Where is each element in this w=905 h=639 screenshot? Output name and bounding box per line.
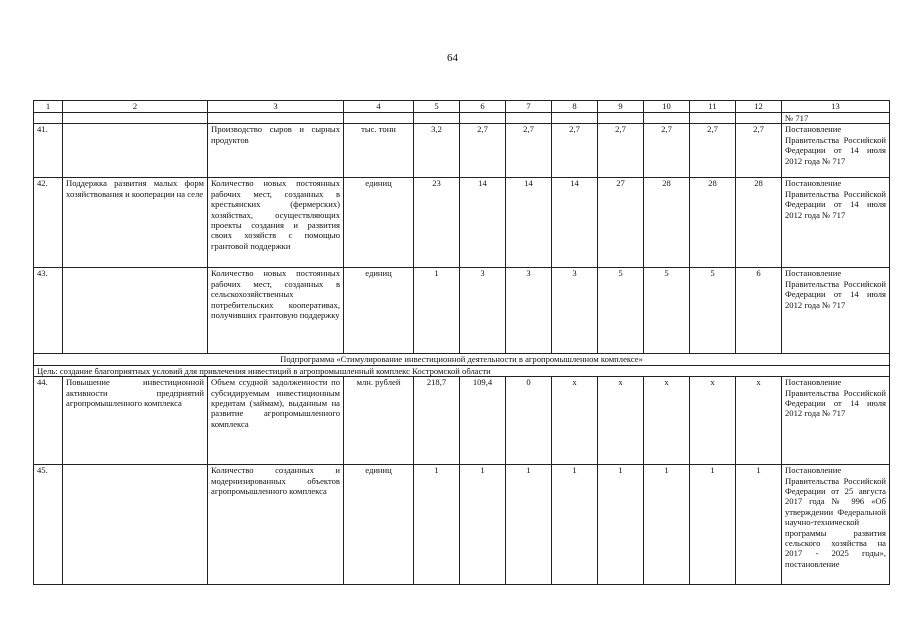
- measure-cell: [63, 124, 208, 178]
- indicator-cell: Количество созданных и модернизированных объектов агропромышленного комплекса: [208, 465, 344, 585]
- column-number: 9: [598, 101, 644, 113]
- indicator-cell: Количество новых постоянных рабочих мест, созданных в крестьянских (фермерских) хозяйствах, осуществляющих проекты создания и развития своих хозяйств с помощью грантовой поддержки: [208, 178, 344, 268]
- subprogram-title: Подпрограмма «Стимулирование инвестиционной деятельности в агропромышленном комплексе»: [34, 354, 890, 365]
- value-cell: 14: [460, 178, 506, 268]
- page-number: 64: [447, 52, 458, 64]
- table-row: [34, 377, 890, 465]
- value-cell: 23: [414, 178, 460, 268]
- column-number: 7: [506, 101, 552, 113]
- subprogram-title-row: [34, 354, 890, 365]
- column-number: 3: [208, 101, 344, 113]
- goal-text: Цель: создание благоприятных условий для привлечения инвестиций в агропромышленный комплекс Костромской области: [34, 365, 890, 376]
- value-cell: х: [736, 377, 782, 465]
- value-cell: 1: [644, 465, 690, 585]
- table-row: [34, 124, 890, 178]
- goal-text-row: [34, 365, 890, 376]
- value-cell: 1: [414, 465, 460, 585]
- indicators-table: [33, 100, 890, 585]
- row-number: 43.: [34, 268, 63, 354]
- value-cell: 3: [506, 268, 552, 354]
- value-cell: 2,7: [552, 124, 598, 178]
- column-number: 1: [34, 101, 63, 113]
- column-number: 11: [690, 101, 736, 113]
- value-cell: 1: [552, 465, 598, 585]
- value-cell: 28: [644, 178, 690, 268]
- column-number: 8: [552, 101, 598, 113]
- row-number: 45.: [34, 465, 63, 585]
- value-cell: 1: [690, 465, 736, 585]
- value-cell: 28: [690, 178, 736, 268]
- table-row: [34, 465, 890, 585]
- measure-cell: Поддержка развития малых форм хозяйствования и кооперации на селе: [63, 178, 208, 268]
- value-cell: х: [552, 377, 598, 465]
- value-cell: 14: [552, 178, 598, 268]
- value-cell: 5: [690, 268, 736, 354]
- value-cell: 1: [598, 465, 644, 585]
- unit-cell: тыс. тонн: [344, 124, 414, 178]
- value-cell: 109,4: [460, 377, 506, 465]
- measure-cell: [63, 268, 208, 354]
- value-cell: 2,7: [690, 124, 736, 178]
- row-number: 42.: [34, 178, 63, 268]
- basis-cell: Постановление Правительства Российской Федерации от 14 июля 2012 года № 717: [782, 268, 890, 354]
- value-cell: 1: [506, 465, 552, 585]
- value-cell: 0: [506, 377, 552, 465]
- unit-cell: единиц: [344, 268, 414, 354]
- value-cell: 5: [644, 268, 690, 354]
- column-number: 4: [344, 101, 414, 113]
- column-number: 5: [414, 101, 460, 113]
- basis-continuation: № 717: [782, 113, 890, 124]
- value-cell: х: [598, 377, 644, 465]
- column-number: 6: [460, 101, 506, 113]
- value-cell: 2,7: [644, 124, 690, 178]
- value-cell: 2,7: [460, 124, 506, 178]
- value-cell: 2,7: [736, 124, 782, 178]
- measure-cell: Повышение инвестиционной активности предприятий агропромышленного комплекса: [63, 377, 208, 465]
- measure-cell: [63, 465, 208, 585]
- value-cell: 1: [414, 268, 460, 354]
- basis-cell: Постановление Правительства Российской Федерации от 14 июля 2012 года № 717: [782, 178, 890, 268]
- unit-cell: млн. рублей: [344, 377, 414, 465]
- value-cell: 6: [736, 268, 782, 354]
- row-number: 41.: [34, 124, 63, 178]
- value-cell: х: [644, 377, 690, 465]
- indicator-cell: Объем ссудной задолженности по субсидируемым инвестиционным кредитам (займам), выданным на развитие агропромышленного комплекса: [208, 377, 344, 465]
- table-row: [34, 268, 890, 354]
- value-cell: 5: [598, 268, 644, 354]
- value-cell: 2,7: [598, 124, 644, 178]
- value-cell: 14: [506, 178, 552, 268]
- value-cell: 2,7: [506, 124, 552, 178]
- value-cell: 3: [552, 268, 598, 354]
- indicator-cell: Производство сыров и сырных продуктов: [208, 124, 344, 178]
- value-cell: 27: [598, 178, 644, 268]
- basis-cell: Постановление Правительства Российской Федерации от 14 июля 2012 года № 717: [782, 377, 890, 465]
- value-cell: 218,7: [414, 377, 460, 465]
- unit-cell: единиц: [344, 465, 414, 585]
- column-number: 2: [63, 101, 208, 113]
- value-cell: 1: [736, 465, 782, 585]
- value-cell: 3: [460, 268, 506, 354]
- table-row: [34, 178, 890, 268]
- basis-cell: Постановление Правительства Российской Федерации от 14 июля 2012 года № 717: [782, 124, 890, 178]
- value-cell: 3,2: [414, 124, 460, 178]
- column-number: 10: [644, 101, 690, 113]
- column-number: 13: [782, 101, 890, 113]
- value-cell: х: [690, 377, 736, 465]
- row-number: 44.: [34, 377, 63, 465]
- indicator-cell: Количество новых постоянных рабочих мест, созданных в сельскохозяйственных потребительских кооперативах, получивших грантовую поддержку: [208, 268, 344, 354]
- value-cell: 1: [460, 465, 506, 585]
- column-number-row: [34, 101, 890, 113]
- column-number: 12: [736, 101, 782, 113]
- unit-cell: единиц: [344, 178, 414, 268]
- continuation-row: [34, 113, 890, 124]
- basis-cell: Постановление Правительства Российской Федерации от 25 августа 2017 года № 996 «Об утверждении Федеральной научно-технической программы развития сельского хозяйства на 2017 - 2025 годы», постановление: [782, 465, 890, 585]
- value-cell: 28: [736, 178, 782, 268]
